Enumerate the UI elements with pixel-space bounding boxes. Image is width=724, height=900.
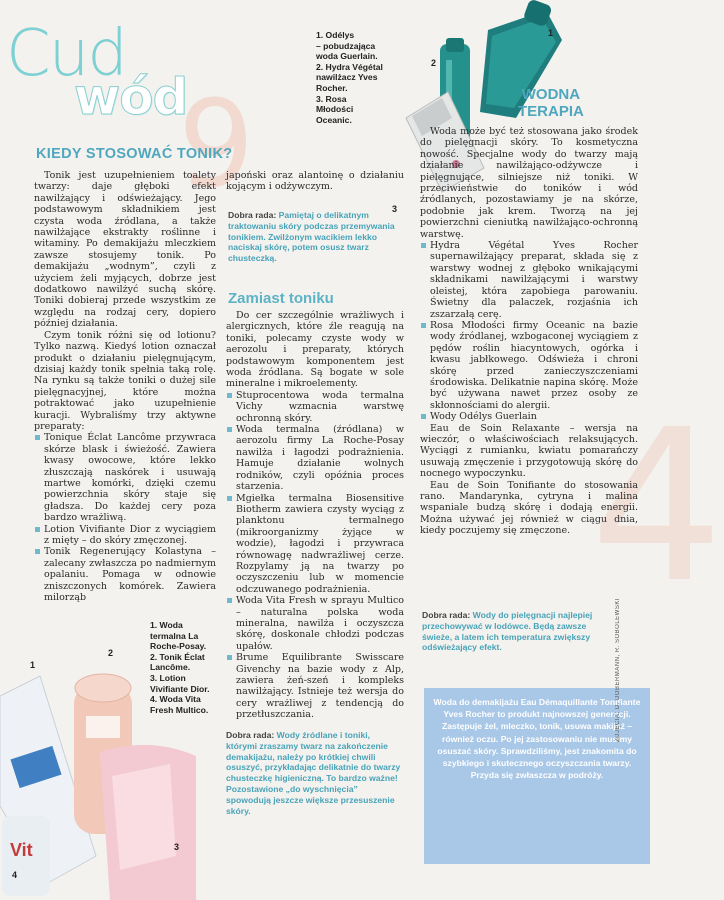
tip-label: Dobra rada:	[422, 610, 471, 620]
bottom-image-number-1: 1	[30, 660, 36, 670]
tip-text: Wody do pielęgnacji najlepiej przechowywać w lodówce. Będą zawsze świeże, a latem ich temperatura zwiększy odświeżający efekt.	[422, 610, 593, 653]
top-image-caption	[316, 30, 426, 125]
paragraph: Tonik jest uzupełnieniem toalety twarzy: daje głęboki efekt nawilżający i odświeżający. Jego podstawowym składnikiem jest czysta woda źródlana, a także nawilżające ekstrakty roślinne i witaminy. Po demakijażu mleczkiem zawsze stosujemy tonik. Po demakijażu „wodnym”, czyli z użyciem żeli myjących, dobrze jest dodatkowo nawilżyć suchą skórę. Toniki dobieraj przede wszystkim ze względu na rodzaj cery, dopiero później działania.	[34, 170, 216, 330]
bottom-image-number-2: 2	[108, 648, 114, 658]
list-item: Hydra Végétal Yves Rocher supernawilżający preparat, składa się z warstwy wodnej z głęboko wnikającymi składnikami nawilżającymi i warstwy oleistej, która zapobiega parowaniu. Świetny dla palaczek, rozjaśnia ich zszarzałą cerę.	[420, 240, 638, 320]
caption-line: 3. Rosa	[316, 93, 347, 104]
column-3-text	[420, 126, 638, 537]
list-item: Wody Odélys Guerlain	[420, 411, 638, 422]
caption-line: 1. Woda	[150, 620, 183, 630]
heading-kiedy-stosowac-tonik: KIEDY STOSOWAĆ TONIK?	[36, 146, 233, 162]
paragraph: Do cer szczególnie wrażliwych i alergicznych, które źle reagują na toniki, polecamy czyste wody w aerozolu i preparaty, których podstawowym komponentem jest woda źródlana. Są bogate w sole mineralne i mikroelementy.	[226, 310, 404, 390]
caption-line: termalna La	[150, 630, 199, 641]
list-item: Tonik Regenerujący Kolastyna – zalecany zwłaszcza po nadmiernym opalaniu. Pomaga w odnowie zniszczonych komórek. Zawiera milorząb	[34, 546, 216, 603]
tip-label: Dobra rada:	[226, 730, 275, 740]
top-image-number-2: 2	[431, 58, 437, 68]
caption-line: Vivifiante Dior.	[150, 683, 210, 694]
info-box-text: Woda do demakijażu Eau Démaquillante Tonifiante Yves Rocher to produkt najnowszej generacji. Zastępuje żel, mleczko, tonik, usuwa makijaż – również oczu. Po jej zastosowaniu nie musimy osuszać skóry. Sprawdziliśmy, jest znakomita do szybkiego i skutecznego oczyszczania twarzy. Przyda się zwłaszcza w podróży.	[433, 697, 641, 781]
list-item: Stuprocentowa woda termalna Vichy wzmacnia warstwę ochronną skóry.	[226, 390, 404, 424]
caption-line: Rocher.	[316, 82, 348, 93]
top-image-number-1: 1	[548, 28, 554, 38]
caption-line: – pobudzająca	[316, 40, 376, 51]
top-image-number-3: 3	[392, 204, 398, 214]
list-item: Woda termalna (źródlana) w aerozolu firmy La Roche-Posay nawilża i łagodzi podrażnienia. Hamuje działanie wolnych rodników, czyli opóźnia proces starzenia.	[226, 424, 404, 492]
decorative-numeral-4: 4	[590, 384, 724, 629]
heading-line: TERAPIA	[518, 103, 584, 120]
heading-line: WODNA	[521, 86, 581, 103]
paragraph: japoński oraz alantoinę o działaniu kojącym i odżywczym.	[226, 170, 404, 193]
paragraph: Eau de Soin Relaxante – wersja na wieczór, o właściwościach relaksujących. Wyciągi z rumianku, kwiatu pomarańczy usuwają zmęczenie i przygotowują skórę do nocnego wypoczynku.	[420, 422, 638, 480]
list-item: Woda Vita Fresh w sprayu Multico – naturalna polska woda mineralna, nawilża i oczyszcza skórę, doskonale chłodzi podczas upałów.	[226, 595, 404, 652]
tip-label: Dobra rada:	[228, 210, 277, 220]
column-2-text	[226, 310, 404, 721]
list-item: Tonique Éclat Lancôme przywraca skórze blask i świeżość. Zawiera kwasy owocowe, które lekko złuszczają naskórek i usuwają martwe komórki, dzięki czemu powierzchnia skóry staje się gładsza. Do każdej cery poza bardzo wrażliwą.	[34, 432, 216, 523]
list-item: Brume Equilibrante Swisscare Givenchy na bazie wody z Alp, zawiera żeń-szeń i kompleks nawilżający. Istnieje też wersja do cery wrażliwej z tendencją do przetłuszczania.	[226, 652, 404, 720]
paragraph: Woda może być też stosowana jako środek do pielęgnacji skóry. To kosmetyczna nowość. Specjalne wody do twarzy mają działanie nawilżająco-odżywcze i pielęgnujące, silniejsze niż toniki. W przeciwieństwie do toników i wód źródlanych, pozostawiamy je na skórze, podobnie jak krem. Tworzą na jej powierzchni cieniutką nawilżająco-ochronną warstwę.	[420, 126, 638, 240]
caption-line: woda Guerlain.	[316, 51, 378, 62]
vita-fresh-bottle	[2, 816, 50, 896]
caption-line: nawilżacz Yves	[316, 72, 378, 83]
paragraph: Czym tonik różni się od lotionu? Tylko nazwą. Kiedyś lotion oznaczał produkt o działaniu pielęgnującym, dzisiaj każdy tonik spełnia taką rolę. Na rynku są także toniki o dużej sile pielęgnacyjnej, które można potraktować jako uzupełnienie kuracji. Wybraliśmy trzy aktywne preparaty:	[34, 329, 216, 432]
subheading-zamiast-toniku: Zamiast toniku	[228, 290, 334, 307]
caption-line: Fresh Multico.	[150, 704, 209, 715]
paragraph: Eau de Soin Tonifiante do stosowania rano. Mandarynka, cytryna i malina wspaniale budzą skórę i dodają energii. Można używać jej również w ciągu dnia, kiedy poczujemy się zmęczone.	[420, 479, 638, 537]
caption-line: Oceanic.	[316, 114, 352, 125]
caption-line: 3. Lotion	[150, 672, 186, 683]
list-item: Rosa Młodości firmy Oceanic na bazie wody źródlanej, wzbogaconej wyciągiem z pędów roślin hiacyntowych, ogórka i kwasu jabłkowego. Odświeża i chroni skórę przed zanieczyszczeniami środowiska. Delikatnie napina skórę. Może być używana nawet przez osoby ze skłonnościami do alergii.	[420, 320, 638, 411]
list-item: Mgiełka termalna Biosensitive Biotherm zawiera czysty wyciąg z planktonu termalnego (mikroorganizmy żyjące w wodzie), łagodzi i przywraca równowagę nadwrażliwej cerze. Rozpylamy ją na twarzy po oczyszczeniu lub w momencie odczuwanego podrażnienia.	[226, 493, 404, 596]
vivifiante-dior-bottle	[100, 745, 196, 900]
decorative-numeral-9: 9	[178, 76, 255, 215]
tip-box-3	[422, 610, 618, 653]
photo-credit: ZDJĘCIA: D. DOBERMANN, R. SOBOLEWSKI	[615, 598, 621, 743]
title-wod: wód	[74, 68, 188, 126]
bottom-image-caption	[150, 620, 230, 715]
list-item: Lotion Vivifiante Dior z wyciągiem z mięty – do skóry zmęczonej.	[34, 524, 216, 547]
title-cud: Cud	[6, 17, 126, 91]
caption-line: 4. Woda Vita	[150, 694, 201, 705]
caption-line: Lancôme.	[150, 662, 191, 673]
tip-text: Pamiętaj o delikatnym traktowaniu skóry podczas przemywania tonikiem. Zwilżonym wacikiem lekko naciskaj skórę, potem osusz twarz chusteczką.	[228, 210, 395, 264]
tip-box-2	[226, 730, 402, 816]
caption-line: Roche-Posay.	[150, 641, 207, 652]
column-2-top-text	[226, 170, 404, 193]
tip-text: Wody źródlane i toniki, którymi zraszamy twarz na zakończenie demakijażu, należy po krótkiej chwili osuszyć, przykładając delikatnie do twarzy chusteczkę higieniczną. To bardzo ważne! Pozostawione „do wyschnięcia” spowodują jeszcze większe przesuszenie skóry.	[226, 730, 401, 816]
caption-line: 2. Hydra Végétal	[316, 61, 383, 72]
heading-wodna-terapia	[518, 86, 584, 120]
tip-box-1	[228, 210, 404, 264]
svg-text:Vit: Vit	[10, 840, 33, 860]
caption-line: 2. Tonik Éclat	[150, 651, 205, 662]
caption-line: 1. Odélys	[316, 30, 355, 40]
bottom-image-number-4: 4	[12, 870, 18, 880]
column-1-text	[34, 170, 216, 603]
caption-line: Młodości	[316, 104, 354, 115]
bottom-image-number-3: 3	[174, 842, 180, 852]
